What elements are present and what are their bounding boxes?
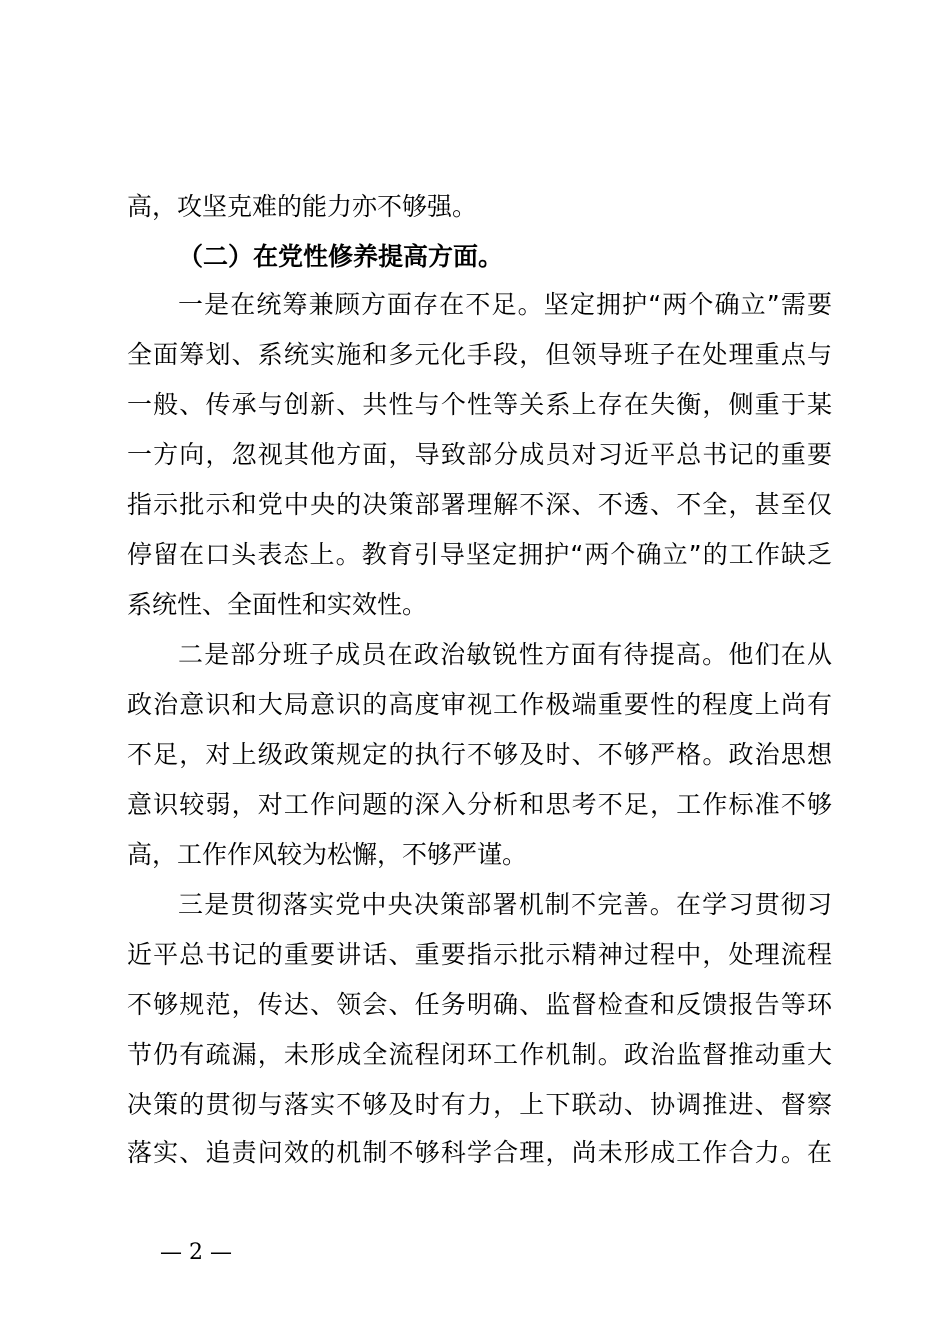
body-text-line: 意识较弱，对工作问题的深入分析和思考不足，工作标准不够 (127, 790, 832, 819)
body-text-line: 停留在口头表态上。教育引导坚定拥护“两个确立”的工作缺乏 (127, 540, 832, 569)
body-text-line: 三是贯彻落实党中央决策部署机制不完善。在学习贯彻习 (178, 890, 832, 919)
body-text-line: 一般、传承与创新、共性与个性等关系上存在失衡，侧重于某 (127, 390, 832, 419)
body-text-line: 决策的贯彻与落实不够及时有力，上下联动、协调推进、督察 (127, 1090, 832, 1119)
body-text-line: 落实、追责问效的机制不够科学合理，尚未形成工作合力。在 (127, 1138, 832, 1167)
body-text-line: 全面筹划、系统实施和多元化手段，但领导班子在处理重点与 (127, 340, 832, 369)
body-text-line: 一方向，忽视其他方面，导致部分成员对习近平总书记的重要 (127, 440, 832, 469)
body-text-line: 不够规范，传达、领会、任务明确、监督检查和反馈报告等环 (127, 990, 832, 1019)
body-text-line: 近平总书记的重要讲话、重要指示批示精神过程中，处理流程 (127, 940, 832, 969)
section-heading: （二）在党性修养提高方面。 (178, 242, 504, 271)
body-text-line: 高，攻坚克难的能力亦不够强。 (127, 192, 478, 221)
body-text-line: 高，工作作风较为松懈，不够严谨。 (127, 840, 528, 869)
page-number: — 2 — (160, 1240, 232, 1265)
body-text-line: 系统性、全面性和实效性。 (127, 590, 428, 619)
body-text-line: 指示批示和党中央的决策部署理解不深、不透、不全，甚至仅 (127, 490, 832, 519)
body-text-line: 节仍有疏漏，未形成全流程闭环工作机制。政治监督推动重大 (127, 1040, 832, 1069)
body-text-line: 不足，对上级政策规定的执行不够及时、不够严格。政治思想 (127, 740, 832, 769)
body-text-line: 二是部分班子成员在政治敏锐性方面有待提高。他们在从 (178, 640, 832, 669)
body-text-line: 一是在统筹兼顾方面存在不足。坚定拥护“两个确立”需要 (178, 290, 832, 319)
body-text-line: 政治意识和大局意识的高度审视工作极端重要性的程度上尚有 (127, 690, 832, 719)
